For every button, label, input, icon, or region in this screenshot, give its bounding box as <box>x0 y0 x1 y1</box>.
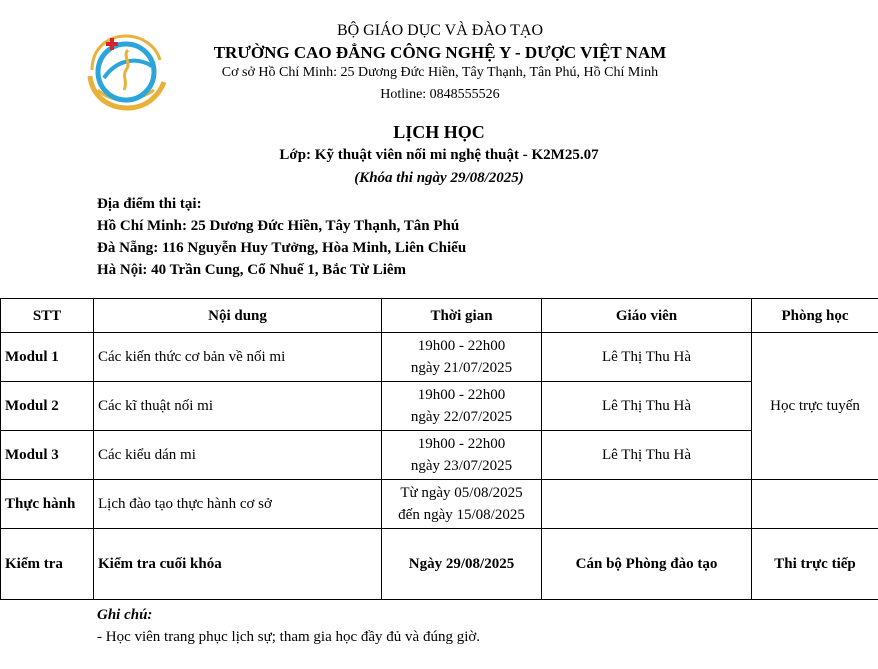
notes-title: Ghi chú: <box>97 607 153 623</box>
ministry-name: BỘ GIÁO DỤC VÀ ĐÀO TẠO <box>336 22 544 39</box>
row-time <box>382 480 542 529</box>
notes <box>97 604 480 648</box>
row-stt: Modul 1 <box>1 333 94 382</box>
row-stt: Kiểm tra <box>1 529 94 600</box>
header-stt: STT <box>1 299 94 333</box>
row-time-hours: 19h00 - 22h00 <box>417 387 506 403</box>
row-room: Thi trực tiếp <box>752 529 878 600</box>
row-teacher: Lê Thị Thu Hà <box>542 382 752 431</box>
row-time: Ngày 29/08/2025 <box>382 529 542 600</box>
table-row <box>1 529 878 600</box>
row-content: Kiểm tra cuối khóa <box>94 529 382 600</box>
table-row <box>1 431 878 480</box>
row-time <box>382 382 542 431</box>
row-time-date: ngày 22/07/2025 <box>410 409 513 425</box>
row-stt: Modul 3 <box>1 431 94 480</box>
school-name: TRƯỜNG CAO ĐẲNG CÔNG NGHỆ Y - DƯỢC VIỆT NAM <box>213 43 667 62</box>
exam-date: (Khóa thi ngày 29/08/2025) <box>354 170 524 186</box>
row-teacher: Lê Thị Thu Hà <box>542 431 752 480</box>
location-hanoi: Hà Nội: 40 Trần Cung, Cổ Nhuế 1, Bắc Từ Liêm <box>97 262 407 278</box>
row-content: Các kiến thức cơ bản về nối mi <box>94 333 382 382</box>
location-hcm: Hồ Chí Minh: 25 Dương Đức Hiền, Tây Thạnh, Tân Phú <box>97 218 460 234</box>
exam-locations <box>97 193 466 281</box>
row-time-hours: 19h00 - 22h00 <box>417 436 506 452</box>
row-time <box>382 431 542 480</box>
header-content: Nội dung <box>94 299 382 333</box>
schedule-table <box>0 298 878 600</box>
row-content: Các kĩ thuật nối mi <box>94 382 382 431</box>
row-content: Các kiểu dán mi <box>94 431 382 480</box>
row-teacher: Cán bộ Phòng đào tạo <box>542 529 752 600</box>
notes-text: - Học viên trang phục lịch sự; tham gia học đầy đủ và đúng giờ. <box>97 629 481 645</box>
row-time-date: ngày 23/07/2025 <box>410 458 513 474</box>
row-stt: Modul 2 <box>1 382 94 431</box>
header-time: Thời gian <box>382 299 542 333</box>
row-room <box>752 480 878 529</box>
page-title: LỊCH HỌC <box>393 122 485 142</box>
school-hotline: Hotline: 0848555526 <box>380 87 500 102</box>
row-time-from: Từ ngày 05/08/2025 <box>400 485 523 501</box>
row-stt: Thực hành <box>1 480 94 529</box>
school-address: Cơ sở Hồ Chí Minh: 25 Dương Đức Hiền, Tây Thạnh, Tân Phú, Hồ Chí Minh <box>221 65 659 80</box>
room-online: Học trực tuyến <box>752 333 878 480</box>
row-time-to: đến ngày 15/08/2025 <box>398 507 525 523</box>
row-content: Lịch đào tạo thực hành cơ sở <box>94 480 382 529</box>
table-row <box>1 480 878 529</box>
row-time-date: ngày 21/07/2025 <box>410 360 513 376</box>
header-room: Phòng học <box>752 299 878 333</box>
class-name: Lớp: Kỹ thuật viên nối mi nghệ thuật - K2M25.07 <box>279 147 599 163</box>
table-header-row <box>1 299 878 333</box>
table-row <box>1 382 878 431</box>
row-teacher: Lê Thị Thu Hà <box>542 333 752 382</box>
location-danang: Đà Nẵng: 116 Nguyễn Huy Tưởng, Hòa Minh, Liên Chiểu <box>97 240 467 256</box>
table-row <box>1 333 878 382</box>
row-time-hours: 19h00 - 22h00 <box>417 338 506 354</box>
locations-heading: Địa điểm thi tại: <box>97 196 202 212</box>
row-time <box>382 333 542 382</box>
header-teacher: Giáo viên <box>542 299 752 333</box>
row-teacher <box>542 480 752 529</box>
